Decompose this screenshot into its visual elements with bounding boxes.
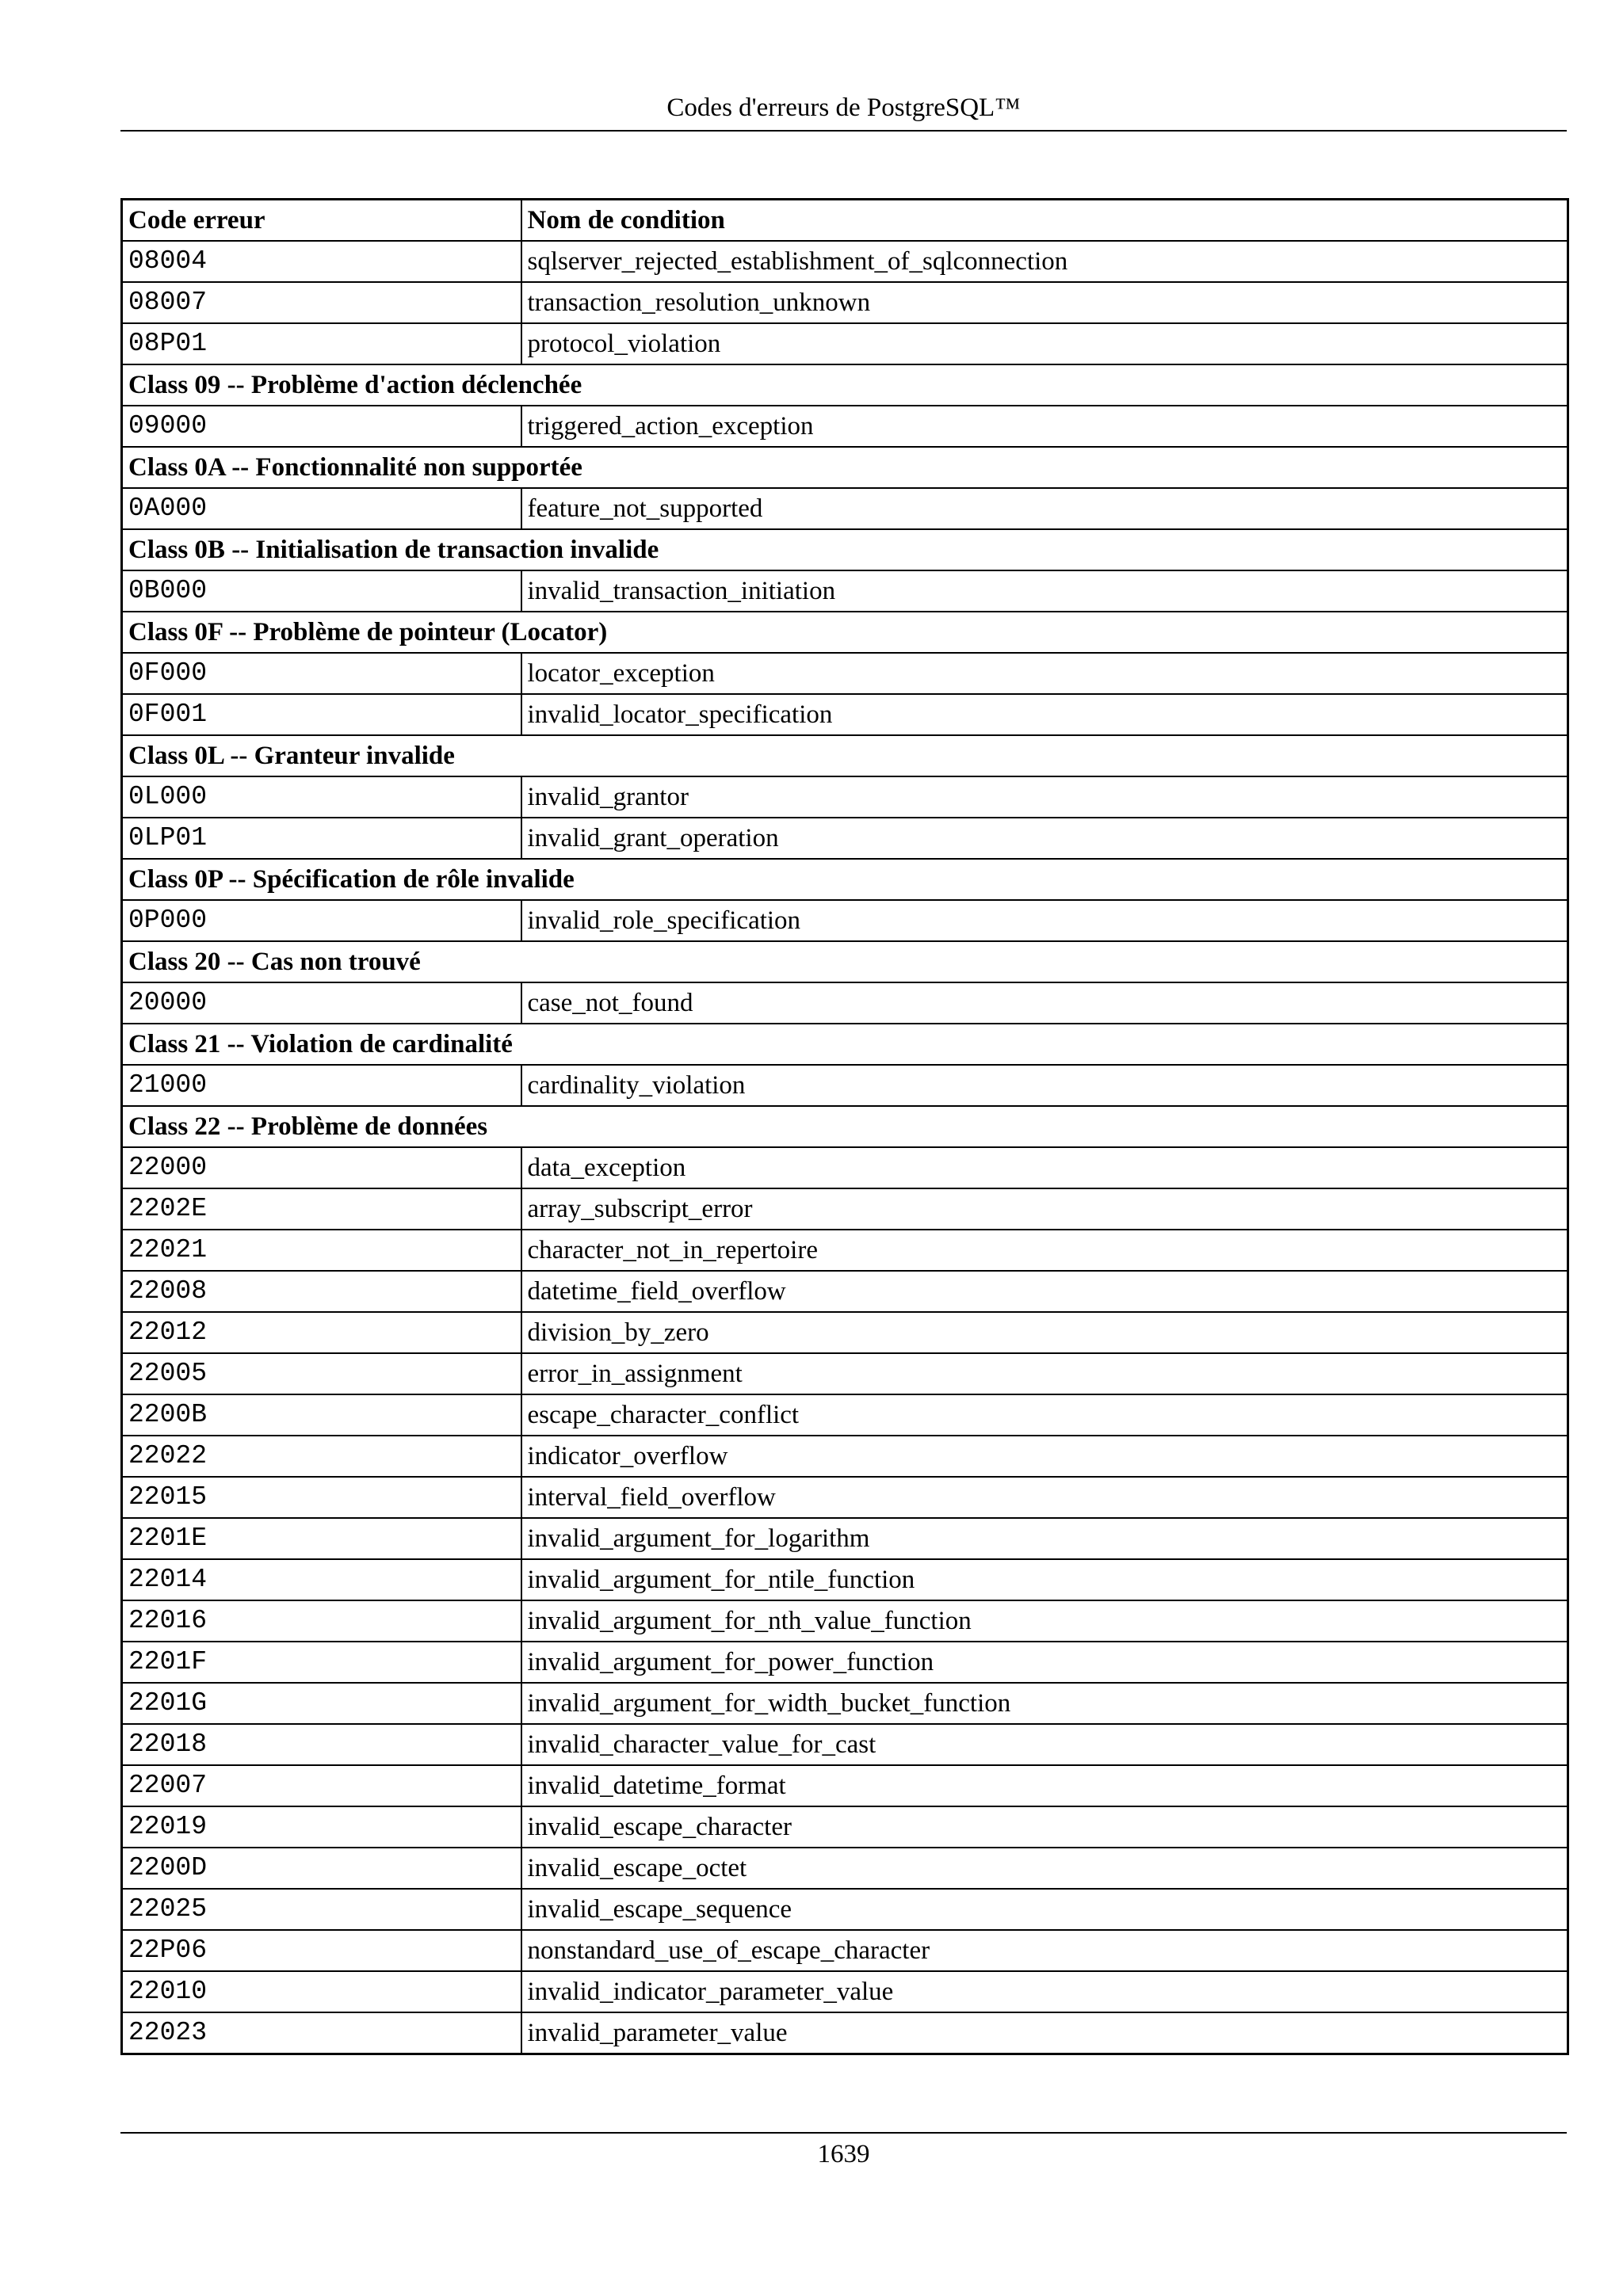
error-code-cell: 22023: [122, 2012, 521, 2054]
condition-name-cell: invalid_character_value_for_cast: [521, 1724, 1568, 1765]
condition-name-cell: invalid_locator_specification: [521, 694, 1568, 735]
condition-name-cell: indicator_overflow: [521, 1436, 1568, 1477]
error-code-cell: 09000: [122, 406, 521, 447]
error-code-cell: 2202E: [122, 1188, 521, 1230]
error-code-cell: 0F000: [122, 653, 521, 694]
table-row: [122, 776, 1568, 818]
condition-name-cell: locator_exception: [521, 653, 1568, 694]
condition-name-cell: protocol_violation: [521, 323, 1568, 364]
table-row: [122, 1147, 1568, 1188]
table-row: [122, 1477, 1568, 1518]
condition-name-cell: character_not_in_repertoire: [521, 1230, 1568, 1271]
column-header-name: Nom de condition: [521, 200, 1568, 242]
condition-name-cell: escape_character_conflict: [521, 1394, 1568, 1436]
error-code-cell: 22021: [122, 1230, 521, 1271]
condition-name-cell: invalid_argument_for_power_function: [521, 1642, 1568, 1683]
condition-name-cell: invalid_argument_for_nth_value_function: [521, 1600, 1568, 1642]
error-code-cell: 20000: [122, 982, 521, 1024]
condition-name-cell: nonstandard_use_of_escape_character: [521, 1930, 1568, 1971]
table-row: [122, 241, 1568, 282]
error-code-cell: 22018: [122, 1724, 521, 1765]
table-row: [122, 1806, 1568, 1848]
table-row: [122, 323, 1568, 364]
table-row: [122, 1271, 1568, 1312]
table-row: [122, 1765, 1568, 1806]
error-code-cell: 22019: [122, 1806, 521, 1848]
condition-name-cell: invalid_escape_character: [521, 1806, 1568, 1848]
page-footer: [120, 2132, 1567, 2173]
table-row: [122, 1518, 1568, 1559]
table-row: [122, 282, 1568, 323]
error-code-cell: 21000: [122, 1065, 521, 1106]
class-heading-row: [122, 1106, 1568, 1147]
table-row: [122, 1971, 1568, 2012]
class-heading: Class 20 -- Cas non trouvé: [122, 941, 1568, 982]
class-heading: Class 22 -- Problème de données: [122, 1106, 1568, 1147]
error-code-cell: 22014: [122, 1559, 521, 1600]
table-row: [122, 488, 1568, 529]
condition-name-cell: invalid_indicator_parameter_value: [521, 1971, 1568, 2012]
class-heading-row: [122, 1024, 1568, 1065]
table-row: [122, 1642, 1568, 1683]
table-row: [122, 1188, 1568, 1230]
condition-name-cell: transaction_resolution_unknown: [521, 282, 1568, 323]
class-heading: Class 0A -- Fonctionnalité non supportée: [122, 447, 1568, 488]
table-row: [122, 1600, 1568, 1642]
condition-name-cell: invalid_grantor: [521, 776, 1568, 818]
condition-name-cell: data_exception: [521, 1147, 1568, 1188]
error-code-cell: 22010: [122, 1971, 521, 2012]
table-row: [122, 1848, 1568, 1889]
table-row: [122, 2012, 1568, 2054]
condition-name-cell: division_by_zero: [521, 1312, 1568, 1353]
table-body: [122, 241, 1568, 2054]
error-code-cell: 22012: [122, 1312, 521, 1353]
condition-name-cell: invalid_datetime_format: [521, 1765, 1568, 1806]
table-row: [122, 1065, 1568, 1106]
table-row: [122, 1930, 1568, 1971]
error-code-cell: 2201G: [122, 1683, 521, 1724]
error-code-cell: 0LP01: [122, 818, 521, 859]
error-code-cell: 0F001: [122, 694, 521, 735]
error-code-cell: 0L000: [122, 776, 521, 818]
error-codes-table: [120, 198, 1569, 2055]
condition-name-cell: invalid_argument_for_ntile_function: [521, 1559, 1568, 1600]
condition-name-cell: case_not_found: [521, 982, 1568, 1024]
condition-name-cell: invalid_escape_octet: [521, 1848, 1568, 1889]
condition-name-cell: invalid_parameter_value: [521, 2012, 1568, 2054]
table-row: [122, 1230, 1568, 1271]
class-heading: Class 21 -- Violation de cardinalité: [122, 1024, 1568, 1065]
error-code-cell: 0B000: [122, 570, 521, 612]
table-row: [122, 1724, 1568, 1765]
condition-name-cell: invalid_grant_operation: [521, 818, 1568, 859]
table-row: [122, 694, 1568, 735]
page-header-title: Codes d'erreurs de PostgreSQL™: [666, 93, 1021, 122]
error-code-cell: 2201E: [122, 1518, 521, 1559]
condition-name-cell: interval_field_overflow: [521, 1477, 1568, 1518]
error-code-cell: 2201F: [122, 1642, 521, 1683]
error-code-cell: 22022: [122, 1436, 521, 1477]
class-heading-row: [122, 447, 1568, 488]
error-code-cell: 22008: [122, 1271, 521, 1312]
error-code-cell: 22P06: [122, 1930, 521, 1971]
error-code-cell: 08004: [122, 241, 521, 282]
table-row: [122, 1312, 1568, 1353]
error-code-cell: 22025: [122, 1889, 521, 1930]
class-heading: Class 09 -- Problème d'action déclenchée: [122, 364, 1568, 406]
class-heading-row: [122, 735, 1568, 776]
class-heading: Class 0F -- Problème de pointeur (Locator): [122, 612, 1568, 653]
table-row: [122, 1436, 1568, 1477]
condition-name-cell: invalid_escape_sequence: [521, 1889, 1568, 1930]
table-row: [122, 982, 1568, 1024]
error-code-cell: 22000: [122, 1147, 521, 1188]
class-heading-row: [122, 941, 1568, 982]
condition-name-cell: cardinality_violation: [521, 1065, 1568, 1106]
class-heading: Class 0B -- Initialisation de transaction invalide: [122, 529, 1568, 570]
table-row: [122, 1353, 1568, 1394]
error-code-cell: 08P01: [122, 323, 521, 364]
error-code-cell: 08007: [122, 282, 521, 323]
condition-name-cell: invalid_transaction_initiation: [521, 570, 1568, 612]
condition-name-cell: array_subscript_error: [521, 1188, 1568, 1230]
class-heading-row: [122, 612, 1568, 653]
condition-name-cell: error_in_assignment: [521, 1353, 1568, 1394]
error-code-cell: 2200D: [122, 1848, 521, 1889]
condition-name-cell: feature_not_supported: [521, 488, 1568, 529]
error-code-cell: 22005: [122, 1353, 521, 1394]
table-row: [122, 1559, 1568, 1600]
table-row: [122, 1889, 1568, 1930]
condition-name-cell: invalid_role_specification: [521, 900, 1568, 941]
page-number: 1639: [817, 2140, 870, 2168]
condition-name-cell: sqlserver_rejected_establishment_of_sqlconnection: [521, 241, 1568, 282]
error-code-cell: 22016: [122, 1600, 521, 1642]
table-row: [122, 900, 1568, 941]
column-header-code: Code erreur: [122, 200, 521, 242]
class-heading-row: [122, 529, 1568, 570]
table-row: [122, 570, 1568, 612]
error-code-cell: 2200B: [122, 1394, 521, 1436]
class-heading: Class 0P -- Spécification de rôle invalide: [122, 859, 1568, 900]
table-row: [122, 1394, 1568, 1436]
condition-name-cell: datetime_field_overflow: [521, 1271, 1568, 1312]
page-header: [120, 89, 1567, 132]
condition-name-cell: triggered_action_exception: [521, 406, 1568, 447]
table-row: [122, 818, 1568, 859]
condition-name-cell: invalid_argument_for_width_bucket_function: [521, 1683, 1568, 1724]
table-row: [122, 1683, 1568, 1724]
error-code-cell: 22007: [122, 1765, 521, 1806]
error-code-cell: 0P000: [122, 900, 521, 941]
table-row: [122, 406, 1568, 447]
table-header-row: [122, 200, 1568, 242]
table-row: [122, 653, 1568, 694]
error-code-cell: 0A000: [122, 488, 521, 529]
error-code-cell: 22015: [122, 1477, 521, 1518]
class-heading-row: [122, 859, 1568, 900]
class-heading: Class 0L -- Granteur invalide: [122, 735, 1568, 776]
condition-name-cell: invalid_argument_for_logarithm: [521, 1518, 1568, 1559]
class-heading-row: [122, 364, 1568, 406]
